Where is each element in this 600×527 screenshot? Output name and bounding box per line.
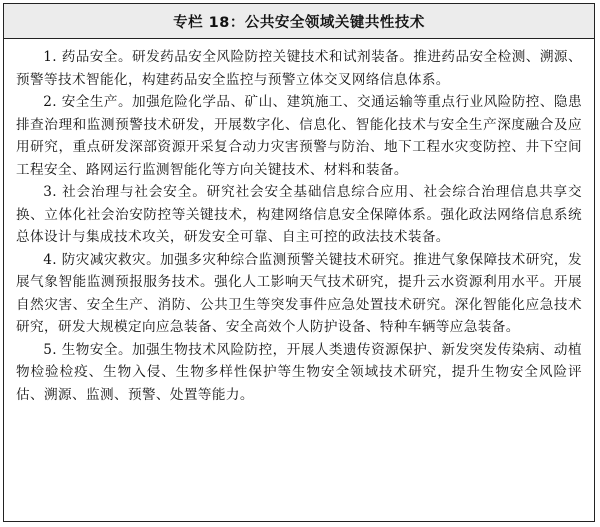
paragraph-production-safety: 2. 安全生产。加强危险化学品、矿山、建筑施工、交通运输等重点行业风险防控、隐患排查治理和监测预警技术研发，开展数字化、信息化、智能化技术与安全生产深度融合及应用研究，重点研发深部资源开采复合动力灾害预警与防治、地下工程水灾变防控、井下空间工程安全、路网运行监测智能化等方向关键技术、材料和装备。 bbox=[16, 94, 582, 178]
column-content bbox=[4, 39, 594, 406]
column-box bbox=[3, 3, 595, 522]
paragraph-social-governance: 3. 社会治理与社会安全。研究社会安全基础信息综合应用、社会综合治理信息共享交换、立体化社会治安防控等关键技术，构建网络信息安全保障体系。强化政法网络信息系统总体设计与集成技术攻关，研发安全可靠、自主可控的政法技术装备。 bbox=[16, 184, 582, 245]
paragraph-drug-safety: 1. 药品安全。研发药品安全风险防控关键技术和试剂装备。推进药品安全检测、溯源、预警等技术智能化，构建药品安全监控与预警立体交叉网络信息体系。 bbox=[16, 49, 582, 88]
column-title: 专栏 18：公共安全领域关键共性技术 bbox=[4, 4, 594, 39]
paragraph-disaster-prevention: 4. 防灾减灾救灾。加强多灾种综合监测预警关键技术研究。推进气象保障技术研究，发展气象智能监测预报服务技术。强化人工影响天气技术研究，提升云水资源利用水平。开展自然灾害、安全生产、消防、公共卫生等突发事件应急处置技术研究。深化智能化应急技术研究，研发大规模定向应急装备、安全高效个人防护设备、特种车辆等应急装备。 bbox=[16, 251, 582, 335]
paragraph-biosafety: 5. 生物安全。加强生物技术风险防控，开展人类遗传资源保护、新发突发传染病、动植物检验检疫、生物入侵、生物多样性保护等生物安全领域技术研究，提升生物安全风险评估、溯源、监测、预警、处置等能力。 bbox=[16, 341, 582, 403]
